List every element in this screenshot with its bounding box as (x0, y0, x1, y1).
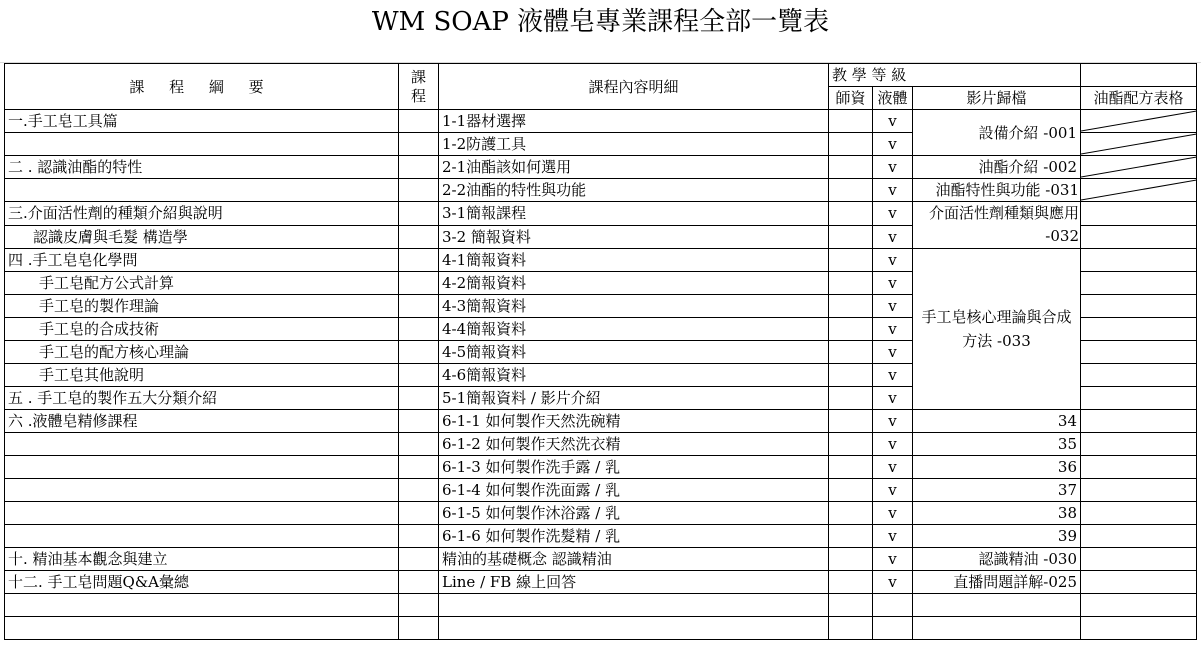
course-cell (399, 133, 439, 156)
teacher-cell (829, 525, 873, 548)
recipe-cell (1081, 295, 1197, 318)
teacher-cell (829, 179, 873, 202)
outline-cell (5, 525, 399, 548)
teacher-cell (829, 548, 873, 571)
course-cell (399, 548, 439, 571)
teacher-cell (829, 272, 873, 295)
recipe-cell (1081, 502, 1197, 525)
outline-cell: 手工皂配方公式計算 (5, 272, 399, 295)
outline-cell: 手工皂的製作理論 (5, 295, 399, 318)
liquid-cell: v (873, 571, 913, 594)
recipe-cell (1081, 387, 1197, 410)
recipe-cell (1081, 456, 1197, 479)
header-level-spacer (913, 64, 1081, 87)
teacher-cell (829, 202, 873, 226)
video-cell: 認識精油 -030 (913, 548, 1081, 571)
outline-cell (5, 456, 399, 479)
liquid-cell: v (873, 249, 913, 272)
recipe-cell (1081, 225, 1197, 249)
outline-cell (5, 479, 399, 502)
course-cell (399, 318, 439, 341)
outline-cell: 十. 精油基本觀念與建立 (5, 548, 399, 571)
liquid-cell: v (873, 295, 913, 318)
recipe-cell (1081, 479, 1197, 502)
course-cell (399, 341, 439, 364)
table-row (5, 456, 1197, 479)
content-cell: 4-4簡報資料 (439, 318, 829, 341)
outline-cell: 手工皂其他說明 (5, 364, 399, 387)
video-cell: 油酯特性與功能 -031 (913, 179, 1081, 202)
liquid-cell: v (873, 502, 913, 525)
liquid-cell: v (873, 179, 913, 202)
course-cell (399, 571, 439, 594)
recipe-cell-slash (1081, 156, 1197, 179)
course-cell (399, 272, 439, 295)
course-table (4, 63, 1197, 640)
table-row (5, 410, 1197, 433)
course-cell (399, 433, 439, 456)
recipe-cell (1081, 571, 1197, 594)
table-row (5, 433, 1197, 456)
teacher-cell (829, 156, 873, 179)
table-row (5, 548, 1197, 571)
content-cell: 1-2防護工具 (439, 133, 829, 156)
video-cell: 34 (913, 410, 1081, 433)
content-cell: Line / FB 線上回答 (439, 571, 829, 594)
teacher-cell (829, 456, 873, 479)
outline-cell: 二 . 認識油酯的特性 (5, 156, 399, 179)
header-recipe-spacer (1081, 64, 1197, 87)
content-cell: 6-1-5 如何製作沐浴露 / 乳 (439, 502, 829, 525)
header-recipe: 油酯配方表格 (1081, 87, 1197, 110)
content-cell: 5-1簡報資料 / 影片介紹 (439, 387, 829, 410)
liquid-cell: v (873, 341, 913, 364)
content-cell: 2-1油酯該如何選用 (439, 156, 829, 179)
outline-cell (5, 433, 399, 456)
teacher-cell (829, 249, 873, 272)
video-cell: 設備介紹 -001 (913, 110, 1081, 156)
content-cell: 6-1-3 如何製作洗手露 / 乳 (439, 456, 829, 479)
content-cell: 6-1-6 如何製作洗髮精 / 乳 (439, 525, 829, 548)
content-cell: 4-5簡報資料 (439, 341, 829, 364)
course-cell (399, 179, 439, 202)
teacher-cell (829, 341, 873, 364)
outline-cell (5, 502, 399, 525)
table-row-empty (5, 594, 1197, 617)
video-cell: 直播問題詳解-025 (913, 571, 1081, 594)
outline-cell (5, 179, 399, 202)
video-cell: 油酯介紹 -002 (913, 156, 1081, 179)
recipe-cell (1081, 249, 1197, 272)
course-cell (399, 249, 439, 272)
recipe-cell-slash (1081, 133, 1197, 156)
header-outline: 課 程 綱 要 (5, 64, 399, 110)
content-cell: 6-1-2 如何製作天然洗衣精 (439, 433, 829, 456)
course-cell (399, 387, 439, 410)
liquid-cell: v (873, 456, 913, 479)
content-cell: 3-1簡報課程 (439, 202, 829, 226)
header-level: 教 學 等 級 (829, 64, 913, 87)
video-cell: 手工皂核心理論與合成方法 -033 (913, 249, 1081, 410)
outline-cell: 六 .液體皂精修課程 (5, 410, 399, 433)
liquid-cell: v (873, 479, 913, 502)
liquid-cell: v (873, 156, 913, 179)
recipe-cell (1081, 364, 1197, 387)
page-title: WM SOAP 液體皂專業課程全部一覽表 (371, 7, 830, 37)
header-content: 課程內容明細 (439, 64, 829, 110)
header-liquid: 液體 (873, 87, 913, 110)
liquid-cell: v (873, 387, 913, 410)
content-cell: 2-2油酯的特性與功能 (439, 179, 829, 202)
recipe-cell (1081, 341, 1197, 364)
video-cell: 39 (913, 525, 1081, 548)
teacher-cell (829, 133, 873, 156)
course-cell (399, 502, 439, 525)
recipe-cell (1081, 410, 1197, 433)
table-row (5, 571, 1197, 594)
teacher-cell (829, 387, 873, 410)
teacher-cell (829, 364, 873, 387)
teacher-cell (829, 318, 873, 341)
teacher-cell (829, 479, 873, 502)
video-cell: 35 (913, 433, 1081, 456)
outline-cell: 手工皂的配方核心理論 (5, 341, 399, 364)
course-cell (399, 110, 439, 133)
course-cell (399, 479, 439, 502)
content-cell: 3-2 簡報資料 (439, 225, 829, 249)
content-cell: 6-1-1 如何製作天然洗碗精 (439, 410, 829, 433)
outline-cell: 手工皂的合成技術 (5, 318, 399, 341)
outline-cell: 三.介面活性劑的種類介紹與說明 (5, 202, 399, 226)
recipe-cell (1081, 202, 1197, 226)
liquid-cell: v (873, 110, 913, 133)
course-cell (399, 202, 439, 226)
table-row (5, 479, 1197, 502)
content-cell: 精油的基礎概念 認識精油 (439, 548, 829, 571)
outline-cell: 四 .手工皂皂化學問 (5, 249, 399, 272)
outline-cell: 一.手工皂工具篇 (5, 110, 399, 133)
table-row (5, 202, 1197, 226)
course-cell (399, 525, 439, 548)
table-row (5, 156, 1197, 179)
liquid-cell: v (873, 364, 913, 387)
recipe-cell (1081, 548, 1197, 571)
table-row (5, 110, 1197, 133)
course-cell (399, 295, 439, 318)
course-cell (399, 410, 439, 433)
spreadsheet-gridline (0, 40, 1201, 63)
liquid-cell: v (873, 548, 913, 571)
content-cell: 4-1簡報資料 (439, 249, 829, 272)
liquid-cell: v (873, 133, 913, 156)
liquid-cell: v (873, 410, 913, 433)
course-cell (399, 456, 439, 479)
recipe-cell-slash (1081, 110, 1197, 133)
table-row-empty (5, 617, 1197, 640)
header-teacher: 師資 (829, 87, 873, 110)
teacher-cell (829, 502, 873, 525)
teacher-cell (829, 410, 873, 433)
content-cell: 4-3簡報資料 (439, 295, 829, 318)
video-cell: 介面活性劑種類與應用 -032 (913, 202, 1081, 249)
outline-cell: 十二. 手工皂問題Q&A彙總 (5, 571, 399, 594)
liquid-cell: v (873, 272, 913, 295)
course-cell (399, 156, 439, 179)
video-cell: 38 (913, 502, 1081, 525)
liquid-cell: v (873, 318, 913, 341)
teacher-cell (829, 225, 873, 249)
outline-cell: 認識皮膚與毛髮 構造學 (5, 225, 399, 249)
teacher-cell (829, 433, 873, 456)
recipe-cell (1081, 433, 1197, 456)
table-row (5, 525, 1197, 548)
recipe-cell (1081, 272, 1197, 295)
header-course: 課 程 (399, 64, 439, 110)
recipe-cell (1081, 318, 1197, 341)
outline-cell (5, 133, 399, 156)
liquid-cell: v (873, 225, 913, 249)
liquid-cell: v (873, 525, 913, 548)
content-cell: 4-2簡報資料 (439, 272, 829, 295)
teacher-cell (829, 295, 873, 318)
table-row (5, 249, 1197, 272)
table-row (5, 502, 1197, 525)
content-cell: 6-1-4 如何製作洗面露 / 乳 (439, 479, 829, 502)
video-cell: 37 (913, 479, 1081, 502)
content-cell: 4-6簡報資料 (439, 364, 829, 387)
outline-cell: 五 . 手工皂的製作五大分類介紹 (5, 387, 399, 410)
header-video: 影片歸檔 (913, 87, 1081, 110)
course-cell (399, 225, 439, 249)
teacher-cell (829, 110, 873, 133)
table-row (5, 179, 1197, 202)
video-cell: 36 (913, 456, 1081, 479)
header-row-1 (5, 64, 1197, 87)
liquid-cell: v (873, 433, 913, 456)
liquid-cell: v (873, 202, 913, 226)
recipe-cell-slash (1081, 179, 1197, 202)
course-cell (399, 364, 439, 387)
teacher-cell (829, 571, 873, 594)
content-cell: 1-1器材選擇 (439, 110, 829, 133)
recipe-cell (1081, 525, 1197, 548)
